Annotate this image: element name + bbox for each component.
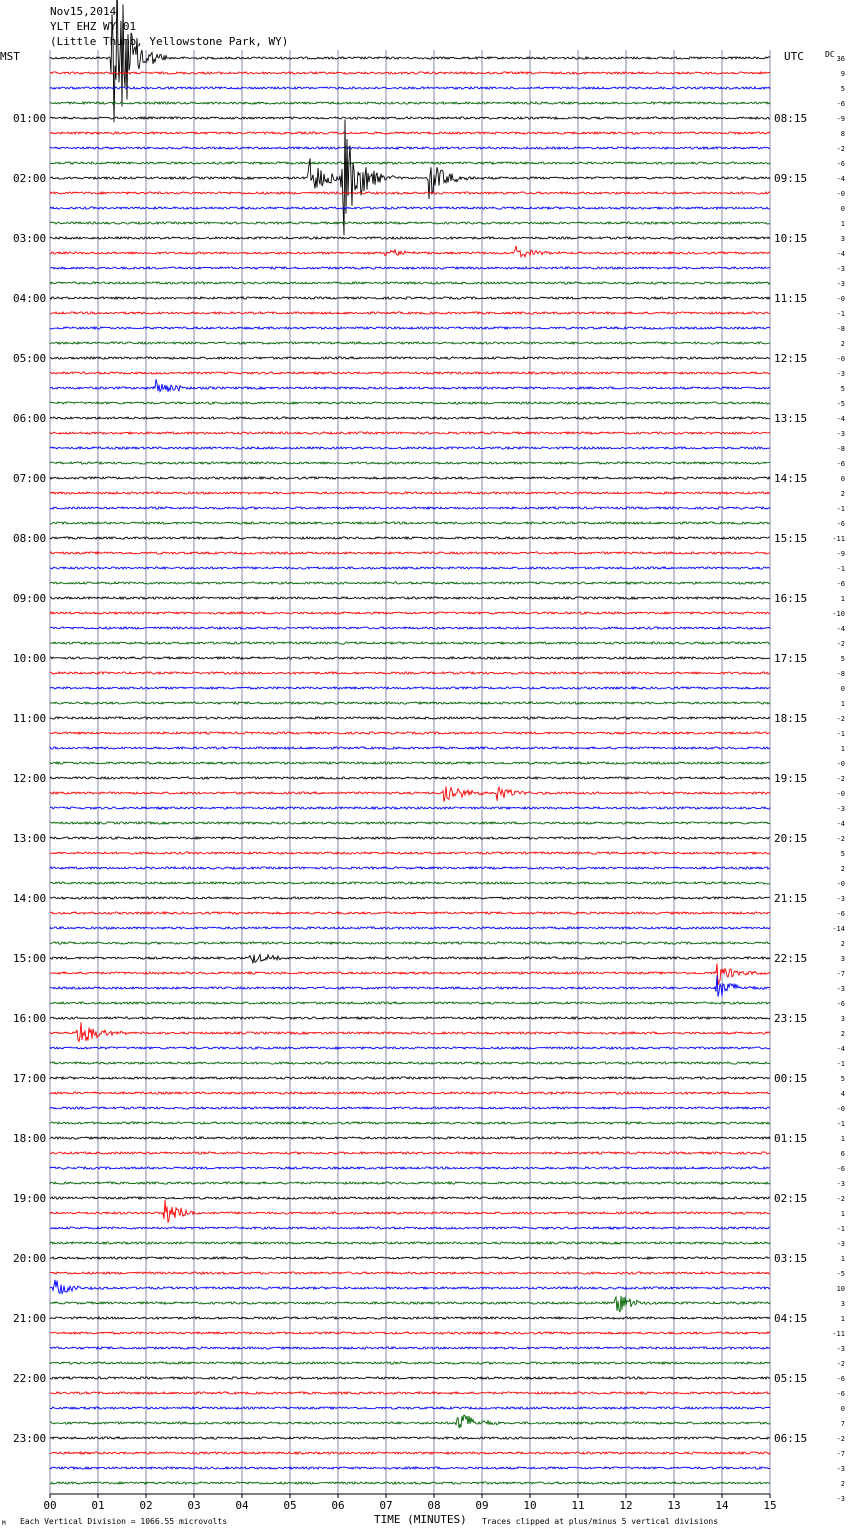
seismic-trace-row (50, 975, 770, 996)
dc-offset-label: -2 (836, 1195, 845, 1203)
right-hour-label: 08:15 (774, 112, 808, 125)
seismic-trace-row (50, 357, 770, 359)
seismic-trace-row (50, 1317, 770, 1319)
left-hour-label: 18:00 (13, 1132, 47, 1145)
seismic-trace-row (50, 597, 770, 599)
dc-offset-label: 0 (840, 475, 845, 483)
seismic-trace-row (50, 1022, 770, 1041)
left-hour-label: 02:00 (13, 172, 47, 185)
seismic-trace-row (50, 1017, 770, 1019)
dc-offset-label: -4 (836, 175, 845, 183)
x-tick-label: 04 (235, 1499, 249, 1512)
seismic-trace-row (50, 312, 770, 314)
seismic-trace-row (50, 492, 770, 494)
seismic-trace-row (50, 1332, 770, 1334)
seismic-trace-row (50, 1392, 770, 1394)
seismic-trace-row (50, 762, 770, 764)
dc-offset-label: 2 (840, 340, 845, 348)
dc-offset-label: -1 (836, 1060, 845, 1068)
left-hour-label: 21:00 (13, 1312, 47, 1325)
dc-offset-label: -6 (836, 1000, 845, 1008)
clip-note: Traces clipped at plus/minus 5 vertical divisions (482, 1517, 719, 1526)
seismic-trace-row (50, 1257, 770, 1259)
seismic-trace-row (50, 119, 770, 235)
dc-offset-label: -8 (836, 445, 845, 453)
seismic-trace-row (50, 1452, 770, 1454)
seismic-trace-row (50, 297, 770, 299)
seismic-trace-row (50, 246, 770, 257)
dc-offset-label: 3 (840, 1015, 845, 1023)
seismic-trace-row (50, 1062, 770, 1064)
dc-offset-label: -4 (836, 625, 845, 633)
left-timezone-label: MST (0, 50, 20, 63)
dc-offset-label: 7 (840, 1420, 845, 1428)
seismic-trace-row (50, 747, 770, 749)
x-tick-label: 01 (91, 1499, 105, 1512)
dc-offset-label: -2 (836, 775, 845, 783)
dc-offset-label: -0 (836, 355, 845, 363)
dc-offset-label: -1 (836, 1225, 845, 1233)
seismic-trace-row (50, 1107, 770, 1109)
dc-offset-label: -7 (836, 1450, 845, 1458)
seismic-trace-row (50, 342, 770, 344)
dc-offset-label: -3 (836, 1345, 845, 1353)
right-hour-label: 09:15 (774, 172, 808, 185)
dc-offset-label: 10 (836, 1285, 845, 1293)
seismic-trace-row (50, 1167, 770, 1169)
dc-offset-label: -3 (836, 1240, 845, 1248)
dc-offset-label: -11 (832, 1330, 845, 1338)
left-hour-label: 10:00 (13, 652, 47, 665)
dc-offset-label: 8 (840, 130, 845, 138)
dc-offset-label: -2 (836, 640, 845, 648)
seismic-trace-row (50, 552, 770, 554)
seismic-trace-row (50, 777, 770, 779)
dc-offset-label: -6 (836, 160, 845, 168)
dc-offset-label: 0 (840, 1405, 845, 1413)
dc-offset-label: -11 (832, 535, 845, 543)
seismic-trace-row (50, 567, 770, 569)
seismic-trace-row (50, 1407, 770, 1409)
left-hour-label: 20:00 (13, 1252, 47, 1265)
seismic-trace-row (50, 1137, 770, 1139)
dc-offset-label: 3 (840, 235, 845, 243)
seismic-trace-row (50, 627, 770, 629)
seismic-trace-row (50, 432, 770, 434)
dc-offset-label: -0 (836, 880, 845, 888)
seismic-trace-row (50, 1152, 770, 1154)
x-tick-label: 10 (523, 1499, 537, 1512)
right-hour-label: 14:15 (774, 472, 808, 485)
dc-offset-label: -10 (832, 610, 845, 618)
right-hour-label: 20:15 (774, 832, 808, 845)
seismic-trace-row (50, 327, 770, 329)
dc-offset-label: 2 (840, 1030, 845, 1038)
left-hour-label: 17:00 (13, 1072, 47, 1085)
left-hour-label: 22:00 (13, 1372, 47, 1385)
dc-offset-label: -2 (836, 1360, 845, 1368)
seismic-trace-row (50, 379, 770, 391)
dc-offset-label: -0 (836, 760, 845, 768)
dc-offset-label: 1 (840, 220, 845, 228)
seismic-trace-row (50, 1197, 770, 1199)
seismic-trace-row (50, 87, 770, 89)
seismic-trace-row (50, 1182, 770, 1184)
seismic-trace-row (50, 955, 770, 964)
dc-offset-label: -2 (836, 1435, 845, 1443)
left-hour-label: 03:00 (13, 232, 47, 245)
right-timezone-label: UTC (784, 50, 804, 63)
x-tick-label: 13 (667, 1499, 681, 1512)
dc-offset-label: -9 (836, 550, 845, 558)
dc-offset-label: 2 (840, 940, 845, 948)
seismic-trace-row (50, 162, 770, 164)
x-tick-label: 12 (619, 1499, 633, 1512)
seismic-trace-row (50, 417, 770, 419)
dc-offset-label: -4 (836, 415, 845, 423)
left-hour-label: 16:00 (13, 1012, 47, 1025)
seismic-trace-row (50, 657, 770, 659)
right-hour-label: 00:15 (774, 1072, 808, 1085)
seismic-trace-row (50, 1227, 770, 1229)
seismic-trace-row (50, 117, 770, 119)
right-hour-label: 15:15 (774, 532, 808, 545)
right-hour-label: 13:15 (774, 412, 808, 425)
x-tick-label: 03 (187, 1499, 201, 1512)
left-hour-label: 09:00 (13, 592, 47, 605)
seismic-trace-row (50, 1296, 770, 1312)
right-hour-label: 11:15 (774, 292, 808, 305)
seismic-trace-row (50, 786, 770, 801)
dc-offset-label: -3 (836, 985, 845, 993)
seismic-trace-row (50, 72, 770, 74)
dc-offset-label: 4 (840, 1090, 845, 1098)
right-hour-label: 17:15 (774, 652, 808, 665)
dc-offset-label: -0 (836, 1105, 845, 1113)
x-axis-title: TIME (MINUTES) (374, 1513, 467, 1526)
dc-offset-label: -4 (836, 820, 845, 828)
left-hour-label: 15:00 (13, 952, 47, 965)
dc-offset-label: -7 (836, 970, 845, 978)
right-hour-label: 19:15 (774, 772, 808, 785)
right-hour-label: 22:15 (774, 952, 808, 965)
seismic-trace-row (50, 927, 770, 929)
dc-offset-label: 1 (840, 1315, 845, 1323)
seismic-trace-row (50, 237, 770, 239)
corner-mark: M (2, 1520, 6, 1527)
seismic-trace-row (50, 477, 770, 479)
dc-offset-label: -2 (836, 835, 845, 843)
left-hour-label: 11:00 (13, 712, 47, 725)
left-hour-label: 07:00 (13, 472, 47, 485)
seismic-trace-row (50, 1077, 770, 1079)
left-hour-label: 19:00 (13, 1192, 47, 1205)
seismic-trace-row (50, 447, 770, 449)
seismic-trace-row (50, 732, 770, 734)
time-gridlines (50, 50, 770, 1498)
seismic-trace-row (50, 1482, 770, 1484)
dc-offset-label: -1 (836, 505, 845, 513)
dc-offset-label: 1 (840, 595, 845, 603)
seismic-trace-row (50, 882, 770, 884)
x-tick-label: 05 (283, 1499, 297, 1512)
x-tick-label: 14 (715, 1499, 729, 1512)
seismic-trace-row (50, 822, 770, 824)
dc-offset-label: -3 (836, 430, 845, 438)
right-hour-label: 21:15 (774, 892, 808, 905)
dc-offset-label: -6 (836, 520, 845, 528)
seismic-trace-row (50, 1437, 770, 1439)
seismic-trace-row (50, 687, 770, 689)
seismic-trace-row (50, 1362, 770, 1364)
seismic-trace-row (50, 912, 770, 914)
dc-offset-label: -6 (836, 1390, 845, 1398)
left-hour-label: 12:00 (13, 772, 47, 785)
seismic-trace-row (50, 1002, 770, 1004)
seismic-trace-row (50, 1272, 770, 1274)
right-hour-label: 23:15 (774, 1012, 808, 1025)
seismic-trace-row (50, 1377, 770, 1379)
dc-offset-label: -1 (836, 1120, 845, 1128)
dc-offset-label: 5 (840, 85, 845, 93)
dc-offset-label: 5 (840, 850, 845, 858)
dc-offset-label: 36 (836, 55, 845, 63)
x-tick-label: 11 (571, 1499, 585, 1512)
right-hour-label: 16:15 (774, 592, 808, 605)
right-hour-label: 03:15 (774, 1252, 808, 1265)
seismic-trace-row (50, 852, 770, 854)
right-hour-label: 06:15 (774, 1432, 808, 1445)
seismic-trace-row (50, 267, 770, 269)
right-hour-label: 05:15 (774, 1372, 808, 1385)
dc-offset-label: -1 (836, 730, 845, 738)
dc-offset-label: -3 (836, 280, 845, 288)
x-tick-label: 02 (139, 1499, 153, 1512)
left-hour-label: 08:00 (13, 532, 47, 545)
dc-offset-label: 5 (840, 1075, 845, 1083)
right-hour-label: 12:15 (774, 352, 808, 365)
dc-offset-label: -9 (836, 115, 845, 123)
location-label: (Little Thumb, Yellowstone Park, WY) (50, 35, 289, 48)
x-tick-label: 15 (763, 1499, 777, 1512)
seismic-trace-row (50, 132, 770, 134)
dc-offset-label: -3 (836, 265, 845, 273)
dc-offset-label: -5 (836, 400, 845, 408)
seismic-trace-row (50, 702, 770, 704)
seismic-trace-row (50, 102, 770, 104)
seismic-trace-row (50, 612, 770, 614)
dc-offset-label: 0 (840, 685, 845, 693)
x-tick-label: 06 (331, 1499, 345, 1512)
dc-offset-label: 1 (840, 1135, 845, 1143)
seismic-trace-row (50, 642, 770, 644)
dc-offset-label: 0 (840, 205, 845, 213)
dc-offset-label: -8 (836, 325, 845, 333)
dc-offset-label: -4 (836, 250, 845, 258)
dc-offset-label: -6 (836, 910, 845, 918)
dc-offset-label: -6 (836, 460, 845, 468)
axis-labels (13, 55, 845, 1512)
dc-offset-label: 5 (840, 385, 845, 393)
right-hour-label: 01:15 (774, 1132, 808, 1145)
seismic-trace-row (50, 462, 770, 464)
x-tick-label: 07 (379, 1499, 393, 1512)
dc-offset-label: 3 (840, 955, 845, 963)
seismic-trace-row (50, 402, 770, 404)
right-hour-label: 10:15 (774, 232, 808, 245)
dc-offset-label: -14 (832, 925, 845, 933)
seismic-trace-row (50, 897, 770, 899)
seismic-trace-row (50, 282, 770, 284)
seismic-trace-row (50, 963, 770, 985)
dc-offset-label: 5 (840, 655, 845, 663)
x-tick-label: 09 (475, 1499, 489, 1512)
x-tick-label: 08 (427, 1499, 441, 1512)
seismic-trace-row (50, 837, 770, 839)
seismic-trace-row (50, 1242, 770, 1244)
dc-offset-label: 6 (840, 1150, 845, 1158)
seismic-traces (50, 0, 770, 1484)
left-hour-label: 01:00 (13, 112, 47, 125)
seismic-trace-row (50, 717, 770, 719)
seismic-trace-row (50, 1280, 770, 1294)
seismic-trace-row (50, 507, 770, 509)
dc-offset-label: 3 (840, 1300, 845, 1308)
dc-offset-label: -6 (836, 1165, 845, 1173)
seismic-trace-row (50, 1092, 770, 1094)
dc-offset-label: -6 (836, 100, 845, 108)
seismic-trace-row (50, 1467, 770, 1469)
seismic-trace-row (50, 867, 770, 869)
seismic-trace-row (50, 372, 770, 374)
station-label: YLT EHZ WY 01 (50, 20, 137, 33)
x-tick-label: 00 (43, 1499, 57, 1512)
date-label: Nov15,2014 (50, 5, 117, 18)
scale-note: Each Vertical Division = 1066.55 microvolts (20, 1517, 228, 1526)
dc-offset-label: -3 (836, 370, 845, 378)
dc-offset-label: -1 (836, 310, 845, 318)
dc-label: DC (825, 50, 835, 59)
dc-offset-label: -3 (836, 805, 845, 813)
dc-offset-label: 1 (840, 1255, 845, 1263)
dc-offset-label: -2 (836, 715, 845, 723)
left-hour-label: 04:00 (13, 292, 47, 305)
seismic-trace-row (50, 807, 770, 809)
seismic-trace-row (50, 672, 770, 674)
dc-offset-label: -4 (836, 1045, 845, 1053)
left-hour-label: 13:00 (13, 832, 47, 845)
dc-offset-label: -3 (836, 1465, 845, 1473)
seismic-trace-row (50, 1415, 770, 1428)
dc-offset-label: -0 (836, 190, 845, 198)
dc-offset-label: -8 (836, 670, 845, 678)
seismic-trace-row (50, 1347, 770, 1349)
seismic-trace-row (50, 1122, 770, 1124)
right-hour-label: 18:15 (774, 712, 808, 725)
seismic-trace-row (50, 1200, 770, 1223)
seismic-trace-row (50, 537, 770, 539)
dc-offset-label: 2 (840, 865, 845, 873)
dc-offset-label: 1 (840, 700, 845, 708)
dc-offset-label: -0 (836, 295, 845, 303)
left-hour-label: 23:00 (13, 1432, 47, 1445)
seismic-trace-row (50, 192, 770, 194)
seismic-trace-row (50, 942, 770, 944)
dc-offset-label: -0 (836, 790, 845, 798)
left-hour-label: 14:00 (13, 892, 47, 905)
dc-offset-label: 2 (840, 1480, 845, 1488)
dc-offset-label: 1 (840, 745, 845, 753)
right-hour-label: 02:15 (774, 1192, 808, 1205)
seismic-trace-row (50, 1047, 770, 1049)
seismic-trace-row (50, 222, 770, 224)
dc-offset-label: -2 (836, 145, 845, 153)
left-hour-label: 05:00 (13, 352, 47, 365)
dc-offset-label: 2 (840, 490, 845, 498)
dc-offset-label: -6 (836, 1375, 845, 1383)
left-hour-label: 06:00 (13, 412, 47, 425)
dc-offset-label: -3 (836, 1180, 845, 1188)
seismic-trace-row (50, 207, 770, 209)
seismic-trace-row (50, 147, 770, 149)
dc-offset-label: -1 (836, 565, 845, 573)
dc-offset-label: -6 (836, 580, 845, 588)
seismic-trace-row (50, 522, 770, 524)
dc-offset-label: 9 (840, 70, 845, 78)
right-hour-label: 04:15 (774, 1312, 808, 1325)
seismic-trace-row (50, 582, 770, 584)
dc-offset-label: -5 (836, 1270, 845, 1278)
dc-offset-label: -3 (836, 895, 845, 903)
dc-offset-label: -3 (836, 1495, 845, 1503)
dc-offset-label: 1 (840, 1210, 845, 1218)
